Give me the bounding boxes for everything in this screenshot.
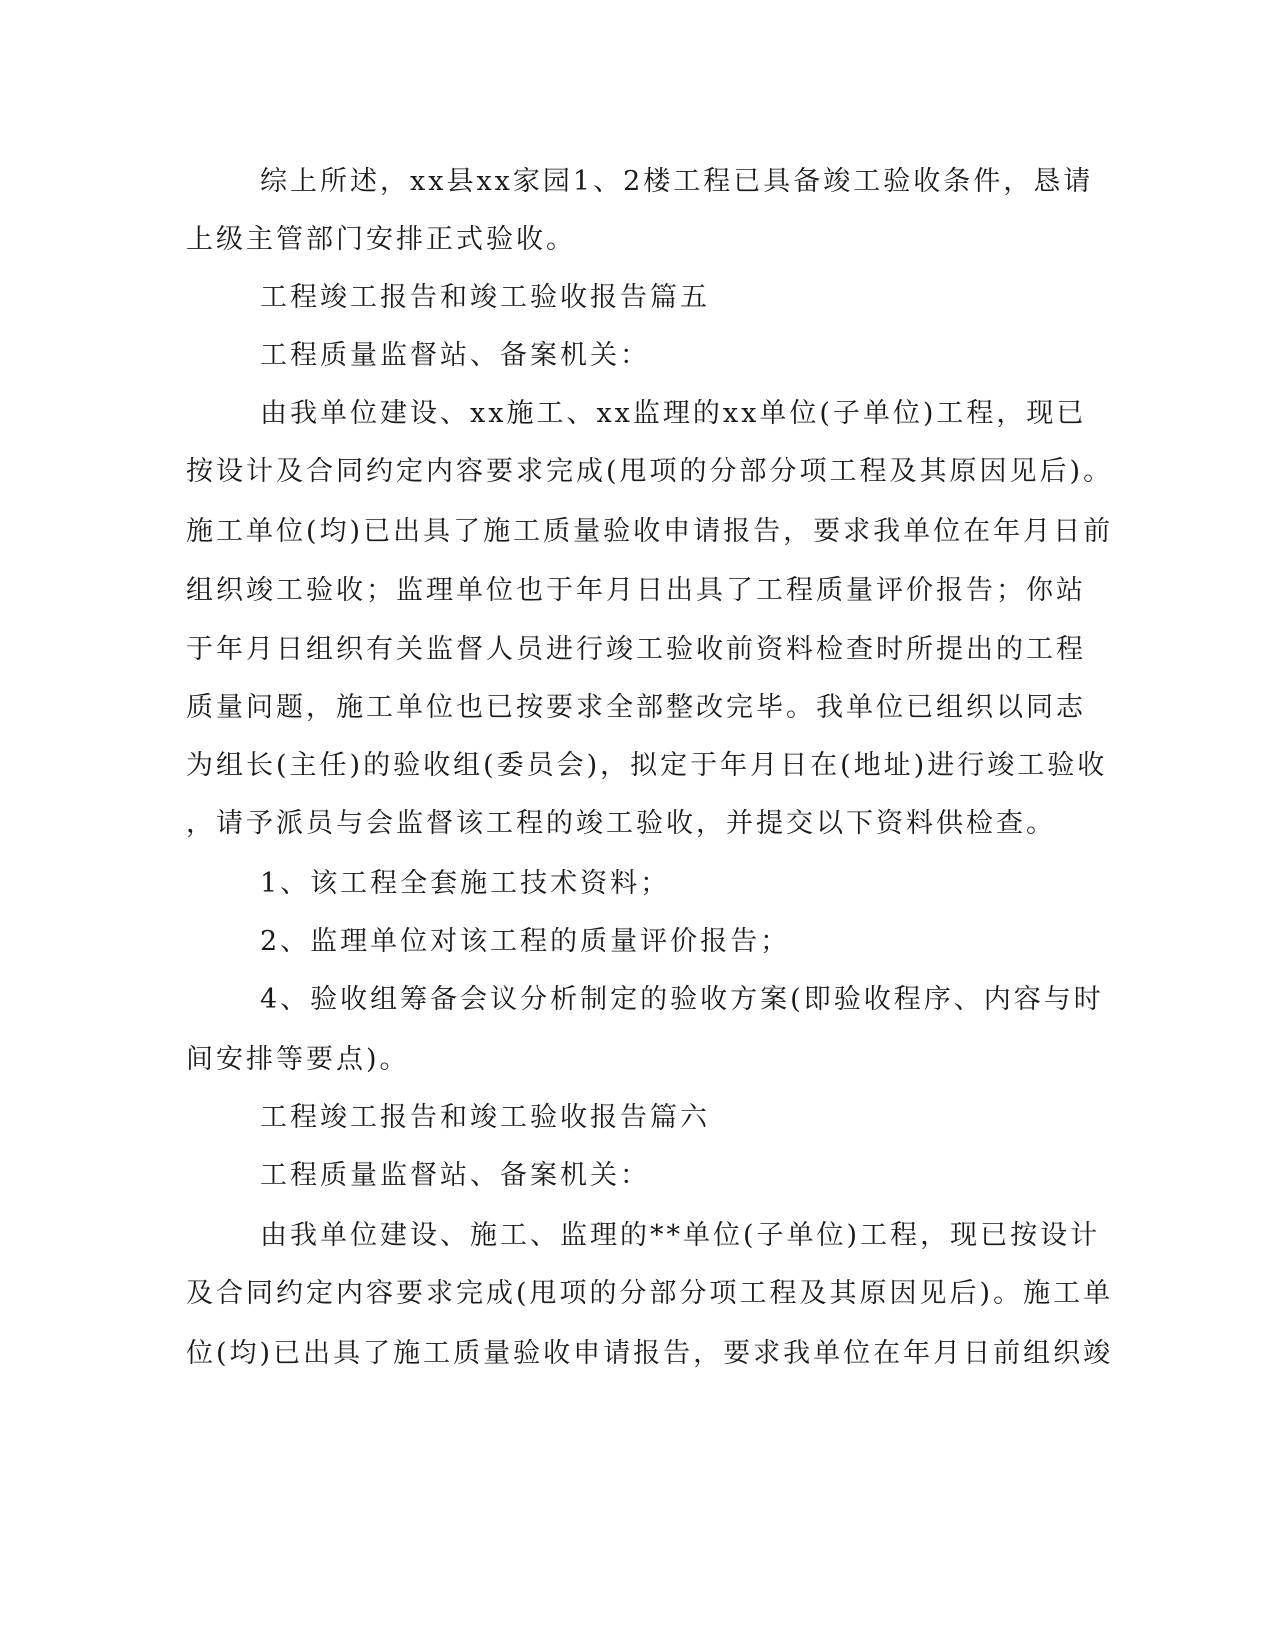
paragraph-line: 间安排等要点)。	[186, 1044, 410, 1075]
salutation: 工程质量监督站、备案机关：	[260, 340, 650, 371]
paragraph-line: ，请予派员与会监督该工程的竣工验收，并提交以下资料供检查。	[186, 808, 1056, 839]
section-heading: 工程竣工报告和竣工验收报告篇六	[260, 1102, 710, 1133]
paragraph-line: 按设计及合同约定内容要求完成(甩项的分部分项工程及其原因见后)。	[186, 456, 1114, 487]
paragraph-line: 组织竣工验收；监理单位也于年月日出具了工程质量评价报告；你站	[186, 575, 1086, 606]
list-item: 4、验收组筹备会议分析制定的验收方案(即验收程序、内容与时	[260, 984, 1104, 1015]
paragraph-line: 于年月日组织有关监督人员进行竣工验收前资料检查时所提出的工程	[186, 634, 1086, 665]
paragraph-line: 由我单位建设、xx施工、xx监理的xx单位(子单位)工程，现已	[260, 398, 1087, 429]
paragraph-line: 质量问题，施工单位也已按要求全部整改完毕。我单位已组织以同志	[186, 692, 1086, 723]
list-item: 2、监理单位对该工程的质量评价报告；	[260, 926, 791, 957]
section-heading: 工程竣工报告和竣工验收报告篇五	[260, 282, 710, 313]
paragraph-line: 位(均)已出具了施工质量验收申请报告，要求我单位在年月日前组织竣	[186, 1338, 1114, 1369]
paragraph-line: 由我单位建设、施工、监理的**单位(子单位)工程，现已按设计	[260, 1220, 1101, 1251]
list-item: 1、该工程全套施工技术资料；	[260, 868, 671, 899]
paragraph-line: 为组长(主任)的验收组(委员会)，拟定于年月日在(地址)进行竣工验收	[186, 750, 1108, 781]
paragraph-line: 上级主管部门安排正式验收。	[186, 224, 576, 255]
paragraph-line: 综上所述，xx县xx家园1、2楼工程已具备竣工验收条件，恳请	[260, 166, 1094, 197]
salutation: 工程质量监督站、备案机关：	[260, 1160, 650, 1191]
paragraph-line: 施工单位(均)已出具了施工质量验收申请报告，要求我单位在年月日前	[186, 516, 1114, 547]
paragraph-line: 及合同约定内容要求完成(甩项的分部分项工程及其原因见后)。施工单	[186, 1278, 1114, 1309]
